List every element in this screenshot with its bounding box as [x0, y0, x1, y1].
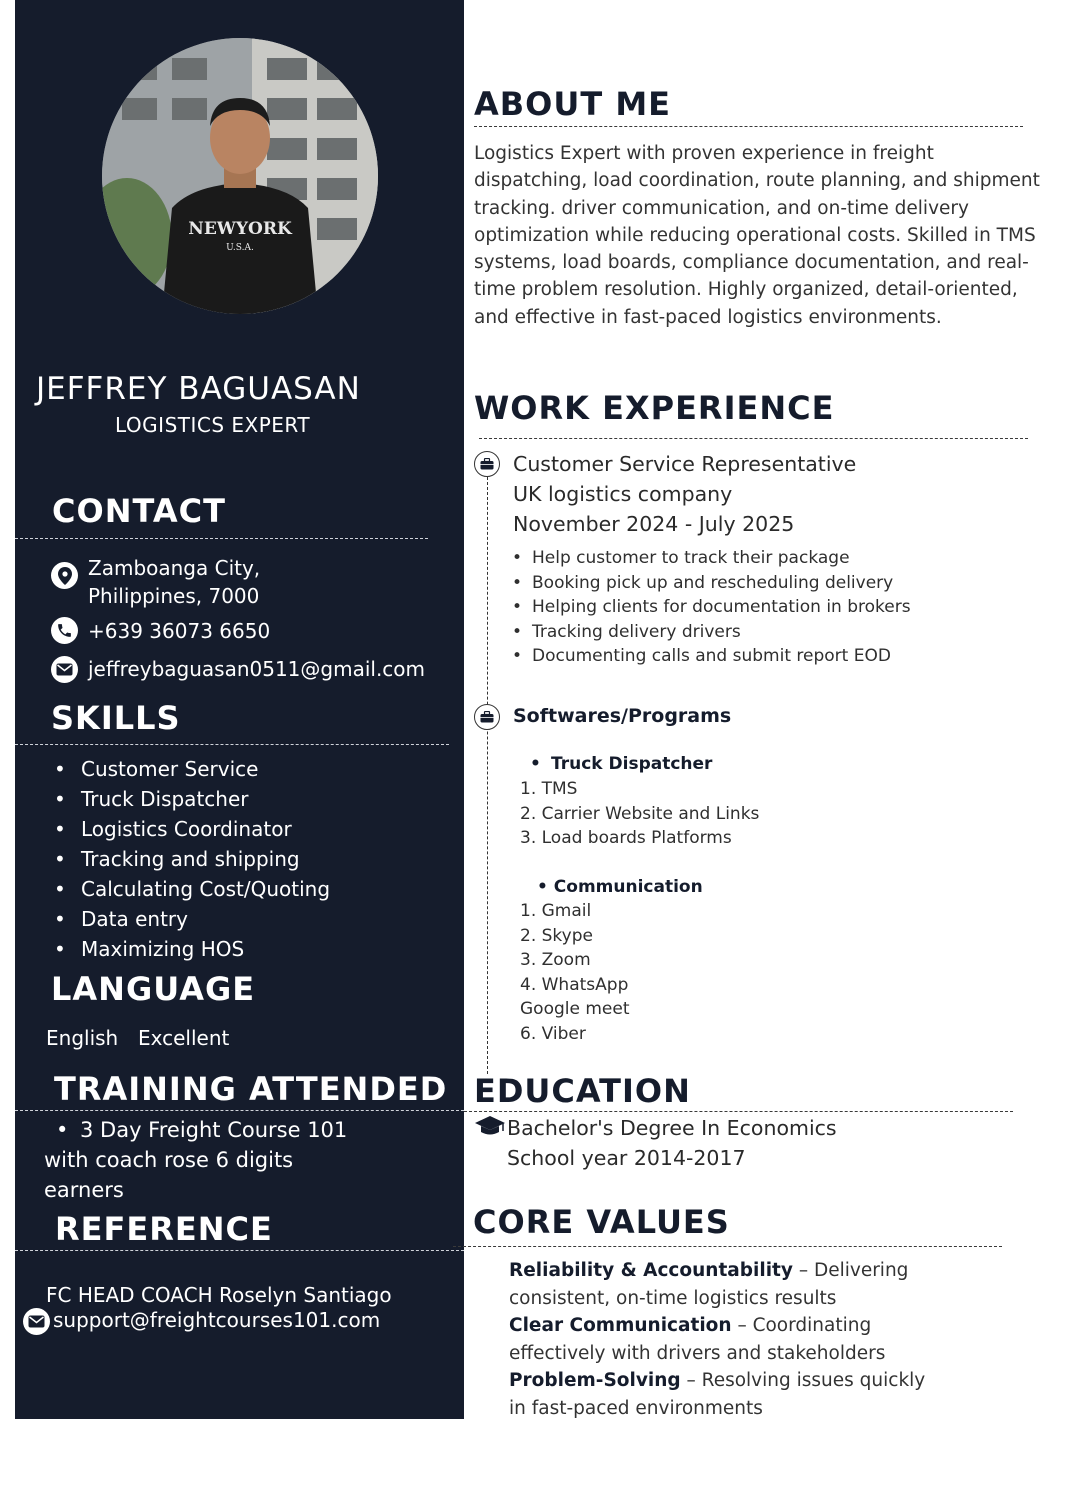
briefcase-icon — [474, 451, 500, 477]
communication-item: 6. Viber — [520, 1023, 586, 1044]
skills-list — [44, 754, 330, 964]
communication-item: 1. Gmail — [520, 901, 592, 921]
education-years: School year 2014-2017 — [507, 1146, 746, 1170]
dispatcher-item: 2. Carrier Website and Links — [520, 803, 760, 824]
training-line3: earners — [44, 1178, 124, 1202]
education-divider — [464, 1111, 1013, 1112]
core-value-title: Clear Communication — [509, 1315, 732, 1336]
education-heading: EDUCATION — [474, 1072, 691, 1110]
language-heading: LANGUAGE — [51, 970, 256, 1008]
core-value-desc: – Resolving issues quickly — [680, 1370, 926, 1391]
core-value-title: Problem-Solving — [509, 1370, 681, 1391]
photo-shirt-subtext: U.S.A. — [226, 243, 254, 253]
responsibility-item: • Documenting calls and submit report EOD — [512, 644, 911, 669]
core-value-title: Reliability & Accountability — [509, 1260, 793, 1281]
core-value-item — [509, 1257, 925, 1285]
photo-shirt-text: NEWYORK — [188, 219, 292, 239]
work-divider — [479, 438, 1028, 439]
responsibility-item: • Help customer to track their package — [512, 546, 911, 571]
reference-email[interactable]: support@freightcourses101.com — [53, 1308, 381, 1332]
job-title: Customer Service Representative — [513, 452, 857, 476]
dispatcher-item: 3. Load boards Platforms — [520, 828, 732, 849]
communication-item: 4. WhatsApp — [520, 974, 629, 995]
about-heading: ABOUT ME — [474, 85, 672, 123]
core-values-list — [509, 1257, 925, 1422]
core-value-desc: – Coordinating — [731, 1315, 872, 1336]
training-heading: TRAINING ATTENDED — [54, 1070, 448, 1108]
communication-item: 2. Skype — [520, 925, 593, 946]
reference-heading: REFERENCE — [55, 1210, 273, 1248]
dispatcher-list — [520, 777, 759, 851]
contact-email[interactable]: jeffreybaguasan0511@gmail.com — [88, 657, 426, 681]
skill-item: • Customer Service — [44, 754, 330, 784]
core-value-desc: – Delivering — [792, 1260, 909, 1281]
skills-heading: SKILLS — [51, 699, 181, 737]
reference-divider — [15, 1250, 464, 1251]
contact-heading: CONTACT — [52, 492, 226, 530]
training-line2: with coach rose 6 digits — [44, 1148, 294, 1172]
job-block — [513, 449, 856, 539]
profile-title: LOGISTICS EXPERT — [115, 413, 311, 437]
training-bullet: • — [56, 1118, 69, 1142]
graduation-cap-icon — [474, 1114, 506, 1142]
contact-phone[interactable]: +639 36073 6650 — [88, 619, 271, 643]
communication-item: Google meet — [520, 999, 630, 1020]
profile-photo — [102, 38, 378, 314]
responsibility-item: • Tracking delivery drivers — [512, 620, 911, 645]
communication-heading: • Communication — [537, 877, 703, 897]
work-heading: WORK EXPERIENCE — [474, 389, 835, 427]
education-degree: Bachelor's Degree In Economics — [507, 1116, 837, 1140]
software-heading: Softwares/Programs — [513, 705, 732, 727]
contact-divider — [15, 538, 428, 539]
training-line1: 3 Day Freight Course 101 — [80, 1118, 348, 1142]
profile-name: JEFFREY BAGUASAN — [36, 371, 361, 407]
software-briefcase-icon — [474, 704, 500, 730]
contact-address-line2: Philippines, 7000 — [88, 584, 260, 608]
skill-item: • Data entry — [44, 904, 330, 934]
dispatcher-item: 1. TMS — [520, 779, 578, 799]
language-name: English — [46, 1026, 119, 1050]
training-divider — [15, 1110, 464, 1111]
communication-list — [520, 899, 630, 1047]
education-block — [507, 1113, 837, 1173]
reference-name: FC HEAD COACH Roselyn Santiago — [46, 1283, 392, 1307]
responsibilities-list — [512, 546, 911, 669]
job-company: UK logistics company — [513, 482, 733, 506]
location-pin-icon — [51, 562, 78, 589]
core-values-heading: CORE VALUES — [473, 1203, 730, 1241]
skills-divider — [15, 744, 449, 745]
work-timeline — [487, 462, 488, 1074]
dispatcher-heading: Truck Dispatcher — [551, 754, 713, 774]
about-divider — [474, 126, 1023, 127]
skill-item: • Logistics Coordinator — [44, 814, 330, 844]
communication-item: 3. Zoom — [520, 950, 591, 971]
skill-item: • Maximizing HOS — [44, 934, 330, 964]
skill-item: • Calculating Cost/Quoting — [44, 874, 330, 904]
responsibility-item: • Helping clients for documentation in brokers — [512, 595, 911, 620]
reference-email-icon — [23, 1308, 50, 1335]
core-value-desc-line: effectively with drivers and stakeholders — [509, 1342, 886, 1364]
skill-item: • Tracking and shipping — [44, 844, 330, 874]
contact-address-line1: Zamboanga City, — [88, 556, 261, 580]
core-value-desc-line: in fast-paced environments — [509, 1397, 763, 1419]
core-values-divider — [453, 1246, 1002, 1247]
phone-icon — [51, 617, 78, 644]
job-dates: November 2024 - July 2025 — [513, 512, 795, 536]
skill-item: • Truck Dispatcher — [44, 784, 330, 814]
about-text: Logistics Expert with proven experience in freight dispatching, load coordination, route planning, and shipment tracking. driver communication, and on-time delivery optimization while reducing operational costs. Skilled in TMS systems, load boards, compliance documentation, and real-time problem resolution. Highly organized, detail-oriented, and effective in fast-paced logistics environments. — [474, 143, 1040, 328]
dispatcher-bullet: • — [530, 754, 541, 774]
email-icon — [51, 656, 78, 683]
responsibility-item: • Booking pick up and rescheduling delivery — [512, 571, 911, 596]
core-value-desc-line: consistent, on-time logistics results — [509, 1287, 837, 1309]
core-value-item — [509, 1367, 925, 1395]
language-level: Excellent — [138, 1026, 230, 1050]
core-value-item — [509, 1312, 925, 1340]
